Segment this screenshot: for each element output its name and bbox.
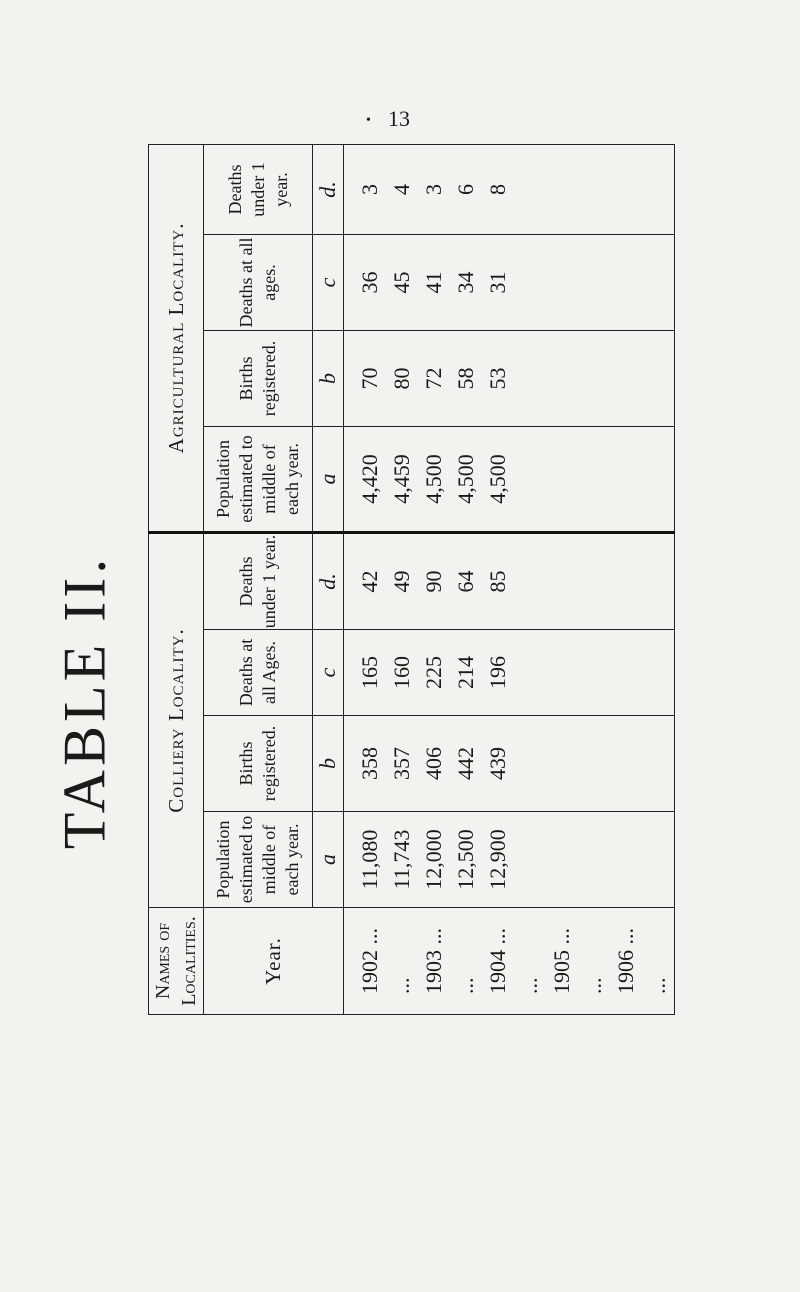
value: 12,500 [453, 829, 478, 890]
column-letter: c [313, 234, 344, 330]
agri-deaths-infant-header: Deaths under 1 year. [204, 144, 313, 234]
year-row: 1902 ... ... [357, 928, 414, 994]
rotated-table [148, 145, 670, 1015]
value: 12,900 [485, 829, 510, 890]
agri-population-header: Population estimated to middle of each year. [204, 426, 313, 532]
value: 4,500 [453, 454, 478, 504]
value: 165 [357, 656, 382, 689]
colliery-group-header: Colliery Locality. [149, 532, 204, 907]
agri-deaths-all-header: Deaths at all ages. [204, 234, 313, 330]
value: 64 [453, 570, 478, 593]
value: 11,743 [389, 829, 414, 890]
colliery-deaths-all-header: Deaths at all Ages. [204, 630, 313, 716]
value: 439 [485, 747, 510, 780]
column-letter: b [313, 716, 344, 812]
value: 12,000 [421, 829, 446, 890]
column-letter: b [313, 330, 344, 426]
year-header: Year. [204, 908, 344, 1015]
column-letter: a [313, 812, 344, 908]
page-marker: • [366, 113, 371, 128]
year-row: 1905 ... ... [549, 928, 606, 994]
agri-births-header: Births registered. [204, 330, 313, 426]
value: 4,459 [389, 454, 414, 504]
value: 58 [453, 367, 478, 390]
value: 4,500 [421, 454, 446, 504]
value: 442 [453, 747, 478, 780]
value: 8 [485, 183, 510, 195]
value: 45 [389, 271, 414, 294]
year-row: 1906 ... ... [613, 928, 670, 994]
value: 90 [421, 570, 446, 593]
value: 3 [357, 183, 382, 195]
year-row: 1904 ... ... [485, 928, 542, 994]
agri-population-values [344, 426, 675, 532]
value: 53 [485, 367, 510, 390]
value: 3 [421, 183, 446, 195]
colliery-deaths-infant-values [344, 532, 675, 629]
value: 49 [389, 570, 414, 593]
table-title [40, 554, 130, 850]
column-letter: d. [313, 144, 344, 234]
years-cell [344, 908, 675, 1015]
year-row: 1903 ... ... [421, 928, 478, 994]
value: 225 [421, 656, 446, 689]
value: 36 [357, 271, 382, 294]
value: 6 [453, 183, 478, 195]
value: 357 [389, 747, 414, 780]
colliery-deaths-all-values [344, 630, 675, 716]
mortality-table [148, 144, 675, 1015]
value: 70 [357, 367, 382, 390]
value: 4,420 [357, 454, 382, 504]
column-letter: d. [313, 532, 344, 629]
agricultural-group-header: Agricultural Locality. [149, 144, 204, 532]
value: 160 [389, 656, 414, 689]
value: 4 [389, 183, 414, 195]
colliery-deaths-infant-header: Deaths under 1 year. [204, 532, 313, 629]
value: 72 [421, 367, 446, 390]
value: 358 [357, 747, 382, 780]
agri-births-values [344, 330, 675, 426]
page-number: 13 [388, 106, 410, 131]
value: 214 [453, 656, 478, 689]
value: 85 [485, 570, 510, 593]
value: 41 [421, 271, 446, 294]
agri-deaths-all-values [344, 234, 675, 330]
colliery-births-values [344, 716, 675, 812]
value: 31 [485, 271, 510, 294]
colliery-births-header: Births registered. [204, 716, 313, 812]
value: 80 [389, 367, 414, 390]
value: 42 [357, 570, 382, 593]
table-title-text: TABLE II. [51, 554, 118, 850]
value: 11,080 [357, 829, 382, 890]
colliery-population-header: Population estimated to middle of each year. [204, 812, 313, 908]
column-letter: c [313, 630, 344, 716]
value: 196 [485, 656, 510, 689]
value: 4,500 [485, 454, 510, 504]
colliery-population-values [344, 812, 675, 908]
agri-deaths-infant-values [344, 144, 675, 234]
names-of-localities-header: Names of Localities. [149, 908, 204, 1015]
column-letter: a [313, 426, 344, 532]
value: 406 [421, 747, 446, 780]
value: 34 [453, 271, 478, 294]
